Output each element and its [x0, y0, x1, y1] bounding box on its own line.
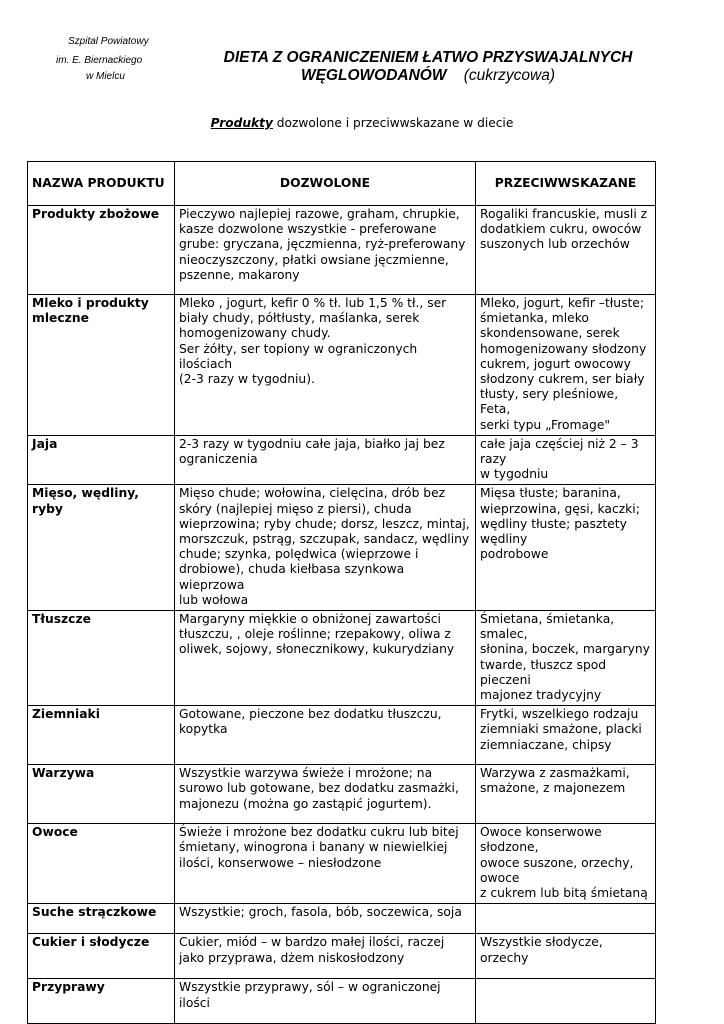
cell-text-line: (2-3 razy w tygodniu).	[179, 372, 315, 387]
cell-text-line: Mleko i produkty	[32, 296, 149, 310]
products-table	[27, 161, 656, 1024]
cell-text-line: Wszystkie słodycze, orzechy	[480, 935, 603, 965]
cell-text-line: Produkty zbożowe	[32, 207, 160, 221]
cell-text-line: ziemniaczane, chipsy	[480, 737, 612, 752]
allowed-cell	[175, 435, 476, 485]
table-row	[28, 485, 656, 611]
cell-text-line: Mięsa tłuste; baranina,	[480, 486, 621, 501]
cell-text-line: pszenne, makarony	[179, 267, 300, 282]
cell-text-line: majonez tradycyjny	[480, 688, 602, 703]
cell-text-line: ryby	[32, 501, 63, 516]
cell-text-line: Ziemniaki	[32, 707, 100, 722]
allowed-cell	[175, 824, 476, 904]
forbidden-cell	[476, 611, 656, 706]
cell-text-line: całe jaja częściej niż 2 – 3 razy	[480, 436, 639, 467]
cell-text-line: Margaryny miękkie o obniżonej zawartości	[179, 612, 441, 627]
cell-text-line: biały chudy, półtłusty, maślanka, serek	[179, 311, 420, 326]
cell-text-line: kasze dozwolone wszystkie - preferowane	[179, 222, 437, 237]
forbidden-cell	[476, 934, 656, 979]
cell-text-line: 2-3 razy w tygodniu całe jaja, białko jaj bez	[179, 436, 445, 451]
cell-text-line: Wszystkie; groch, fasola, bób, soczewica, soja	[179, 905, 462, 920]
table-row	[28, 706, 656, 765]
cell-text-line: Mięso chude; wołowina, cielęcina, drób bez	[179, 486, 446, 501]
forbidden-cell	[476, 706, 656, 765]
forbidden-cell	[476, 435, 656, 485]
table-row	[28, 765, 656, 824]
cell-text-line: wędliny tłuste; pasztety wędliny	[480, 516, 627, 547]
hospital-name-line-1: Szpital Powiatowy	[68, 36, 149, 47]
header-forbidden: PRZECIWWSKAZANE	[476, 162, 656, 206]
cell-text-line: smażone, z majonezem	[480, 781, 626, 796]
table-row	[28, 295, 656, 436]
cell-text-line: Cukier, miód – w bardzo małej ilości, raczej	[179, 935, 445, 950]
document-title-qualifier: (cukrzycowa)	[463, 67, 556, 84]
hospital-name-line-3: w Mielcu	[86, 71, 125, 82]
forbidden-cell	[476, 295, 656, 436]
cell-text-line: Mięso, wędliny,	[32, 486, 139, 501]
product-name-cell	[28, 824, 175, 904]
cell-text-line: Tłuszcze	[32, 612, 91, 627]
cell-text-line: śmietany, winogrona i banany w niewielkiej	[179, 840, 448, 855]
table-row	[28, 824, 656, 904]
cell-text-line: wieprzowina, gęsi, kaczki;	[480, 501, 640, 516]
cell-text-line: tłuszczu, , oleje roślinne; rzepakowy, oliwa z	[179, 627, 451, 642]
cell-text-line: Śmietana, śmietanka, smalec,	[480, 612, 615, 642]
product-name-cell	[28, 765, 175, 824]
forbidden-cell	[476, 206, 656, 295]
cell-text-line: homogenizowany słodzony	[480, 341, 647, 356]
cell-text-line: skondensowane, serek	[480, 326, 620, 341]
allowed-cell	[175, 485, 476, 611]
cell-text-line: Mleko, jogurt, kefir –tłuste;	[480, 296, 645, 310]
allowed-cell	[175, 706, 476, 765]
table-row	[28, 979, 656, 1024]
cell-text-line: ilości	[179, 995, 210, 1010]
cell-text-line: ilości, konserwowe – niesłodzone	[179, 855, 382, 870]
cell-text-line: Suche strączkowe	[32, 905, 157, 920]
table-row	[28, 934, 656, 979]
product-name-cell	[28, 206, 175, 295]
cell-text-line: oliwek, sojowy, słonecznikowy, kukurydziany	[179, 642, 455, 657]
product-name-cell	[28, 611, 175, 706]
cell-text-line: Frytki, wszelkiego rodzaju	[480, 707, 639, 722]
cell-text-line: twarde, tłuszcz spod pieczeni	[480, 657, 607, 687]
table-row	[28, 611, 656, 706]
allowed-cell	[175, 765, 476, 824]
cell-text-line: majonezu (można go zastąpić jogurtem).	[179, 796, 432, 811]
cell-text-line: Cukier i słodycze	[32, 935, 150, 950]
cell-text-line: homogenizowany chudy.	[179, 326, 331, 341]
cell-text-line: morszczuk, pstrąg, szczupak, sandacz, wędliny	[179, 532, 470, 547]
table-header-row	[28, 162, 656, 206]
allowed-cell	[175, 611, 476, 706]
forbidden-cell	[476, 824, 656, 904]
table-row	[28, 206, 656, 295]
cell-text-line: lub wołowa	[179, 592, 249, 607]
cell-text-line: Rogaliki francuskie, musli z	[480, 207, 648, 221]
cell-text-line: Ser żółty, ser topiony w ograniczonych ilościach	[179, 341, 418, 371]
product-name-cell	[28, 904, 175, 934]
cell-text-line: Owoce konserwowe słodzone,	[480, 825, 602, 855]
cell-text-line: chude; szynka, polędwica (wieprzowe i	[179, 547, 419, 562]
document-title-line-2	[160, 67, 696, 85]
forbidden-cell	[476, 485, 656, 611]
document-title-line-1: DIETA Z OGRANICZENIEM ŁATWO PRZYSWAJALNYCH	[223, 49, 633, 66]
allowed-cell	[175, 904, 476, 934]
cell-text-line: Owoce	[32, 825, 78, 840]
hospital-name-line-2: im. E. Biernackiego	[56, 55, 143, 66]
cell-text-line: śmietanka, mleko	[480, 311, 589, 326]
cell-text-line: podrobowe	[480, 547, 549, 562]
cell-text-line: Pieczywo najlepiej razowe, graham, chrupkie,	[179, 207, 460, 221]
cell-text-line: tłusty, sery pleśniowe, Feta,	[480, 387, 619, 417]
cell-text-line: Przyprawy	[32, 980, 105, 995]
cell-text-line: ograniczenia	[179, 452, 258, 467]
allowed-cell	[175, 934, 476, 979]
table-body	[28, 206, 656, 1024]
table-row	[28, 904, 656, 934]
cell-text-line: wieprzowina; ryby chude; dorsz, leszcz, mintaj,	[179, 516, 470, 531]
forbidden-cell	[476, 904, 656, 934]
product-name-cell	[28, 485, 175, 611]
cell-text-line: Warzywa z zasmażkami,	[480, 766, 630, 781]
cell-text-line: drobiowe), chuda kiełbasa szynkowa wieprzowa	[179, 562, 405, 592]
allowed-cell	[175, 206, 476, 295]
cell-text-line: Mleko , jogurt, kefir 0 % tł. lub 1,5 % tł., ser	[179, 296, 447, 310]
allowed-cell	[175, 295, 476, 436]
cell-text-line: Wszystkie przyprawy, sól – w ograniczonej	[179, 980, 441, 995]
cell-text-line: nieoczyszczony, płatki owsiane jęczmienne,	[179, 252, 449, 267]
cell-text-line: słodzony cukrem, ser biały	[480, 372, 645, 387]
header-allowed: DOZWOLONE	[175, 162, 476, 206]
cell-text-line: owoce suszone, orzechy, owoce	[480, 855, 634, 885]
cell-text-line: surowo lub gotowane, bez dodatku zasmażki,	[179, 781, 459, 796]
subtitle-rest: dozwolone i przeciwwskazane w diecie	[272, 116, 514, 130]
cell-text-line: dodatkiem cukru, owoców	[480, 222, 642, 237]
product-name-cell	[28, 706, 175, 765]
product-name-cell	[28, 934, 175, 979]
cell-text-line: jako przyprawa, dżem niskosłodzony	[179, 950, 405, 965]
cell-text-line: Warzywa	[32, 766, 95, 781]
cell-text-line: Gotowane, pieczone bez dodatku tłuszczu,	[179, 707, 442, 722]
cell-text-line: Wszystkie warzywa świeże i mrożone; na	[179, 766, 433, 781]
cell-text-line: z cukrem lub bitą śmietaną	[480, 886, 648, 901]
subtitle-emphasis: Produkty	[210, 116, 273, 130]
cell-text-line: słonina, boczek, margaryny	[480, 642, 650, 657]
product-name-cell	[28, 295, 175, 436]
header-product-name: NAZWA PRODUKTU	[28, 162, 175, 206]
cell-text-line: suszonych lub orzechów	[480, 237, 630, 252]
cell-text-line: kopytka	[179, 722, 228, 737]
forbidden-cell	[476, 979, 656, 1024]
cell-text-line: grube: gryczana, jęczmienna, ryż-preferowany	[179, 237, 466, 252]
section-subtitle	[0, 116, 724, 130]
product-name-cell	[28, 435, 175, 485]
document-title-main: WĘGLOWODANÓW	[300, 67, 447, 84]
cell-text-line: mleczne	[32, 311, 89, 326]
forbidden-cell	[476, 765, 656, 824]
cell-text-line: ziemniaki smażone, placki	[480, 722, 642, 737]
cell-text-line: Świeże i mrożone bez dodatku cukru lub bitej	[179, 825, 459, 840]
cell-text-line: serki typu „Fromage"	[480, 417, 611, 432]
cell-text-line: w tygodniu	[480, 467, 549, 482]
cell-text-line: cukrem, jogurt owocowy	[480, 356, 631, 371]
product-name-cell	[28, 979, 175, 1024]
table-row	[28, 435, 656, 485]
allowed-cell	[175, 979, 476, 1024]
cell-text-line: Jaja	[32, 436, 58, 451]
cell-text-line: skóry (najlepiej mięso z piersi), chuda	[179, 501, 412, 516]
